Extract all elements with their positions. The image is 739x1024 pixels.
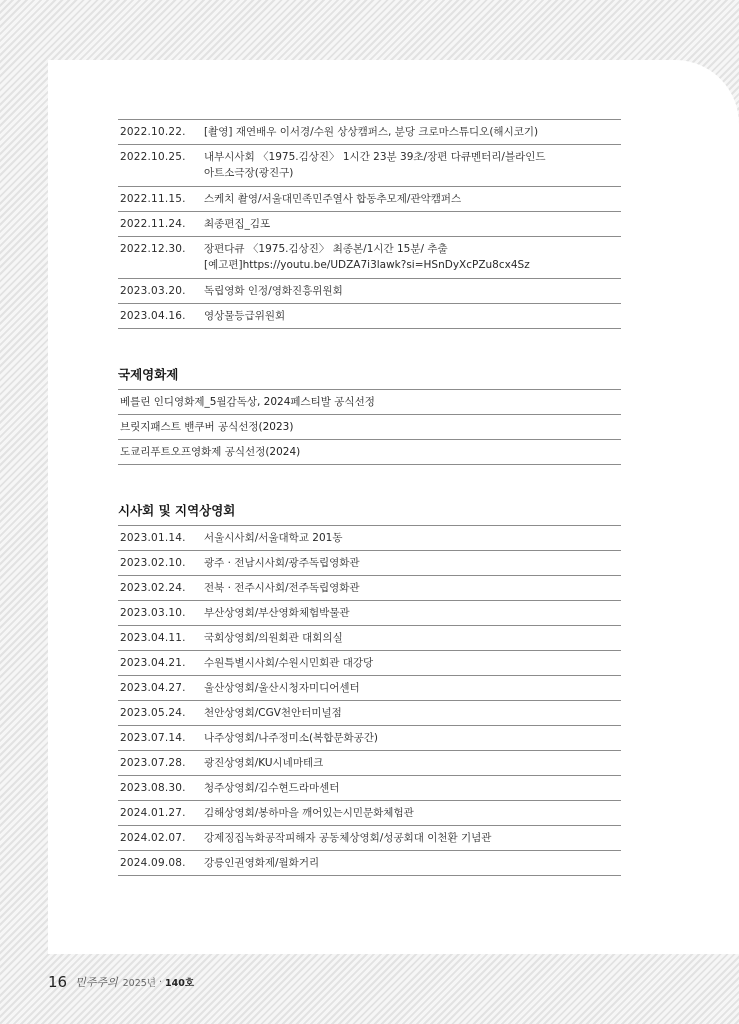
row-desc-line: 독립영화 인정/영화진흥위원회 [204, 285, 343, 297]
row-desc-line: [촬영] 재연배우 이서경/수원 상상캠퍼스, 분당 크로마스튜디오(해시코기) [204, 126, 539, 138]
row-date: 2023.07.28. [120, 757, 186, 769]
row-desc: 전북 · 전주시사회/전주독립영화관 [204, 582, 360, 594]
row-desc-line: 장편다큐 〈1975.김상진〉 최종본/1시간 15분/ 추출 [204, 243, 448, 255]
row-desc-line: 아트소극장(광진구) [204, 167, 294, 179]
table-row [118, 776, 621, 801]
row-date: 2023.05.24. [120, 707, 186, 719]
row-date: 2023.01.14. [120, 532, 186, 544]
row-desc-line: 최종편집_김포 [204, 218, 271, 230]
row-date: 2023.07.14. [120, 732, 186, 744]
table-row [118, 119, 621, 145]
section-title-screenings: 시사회 및 지역상영회 [118, 503, 236, 518]
table-row [118, 187, 621, 212]
row-date: 2022.11.24. [120, 218, 186, 230]
table-row [118, 751, 621, 776]
row-desc: 서울시사회/서울대학교 201동 [204, 532, 343, 544]
row-desc [204, 283, 621, 299]
row-desc: 청주상영회/김수현드라마센터 [204, 782, 340, 794]
row-desc: 나주상영회/나주정미소(복합문화공간) [204, 732, 379, 744]
table-row [118, 237, 621, 279]
row-desc [204, 241, 621, 274]
trailer-link[interactable]: [예고편]https://youtu.be/UDZA7i3lawk?si=HSnDyXcPZu8cx4Sz [204, 259, 530, 271]
magazine-logo: 민주주의 [75, 976, 118, 989]
row-desc: 김해상영회/봉하마을 깨어있는시민문화체험관 [204, 807, 414, 819]
row-date: 2023.03.10. [120, 607, 186, 619]
row-date: 2023.04.16. [120, 310, 186, 322]
issue-year: 2025년 [122, 978, 156, 989]
row-desc [204, 124, 621, 140]
row-date: 2024.02.07. [120, 832, 186, 844]
table-row [118, 626, 621, 651]
list-item: 도쿄리푸트오프영화제 공식선정(2024) [118, 440, 621, 465]
table-row [118, 826, 621, 851]
row-date: 2022.11.15. [120, 193, 186, 205]
section-title-festivals: 국제영화제 [118, 367, 179, 382]
row-desc: 강제징집녹화공작피해자 공동체상영회/성공회대 이천환 기념관 [204, 832, 492, 844]
screening-table [118, 525, 621, 876]
table-row [118, 676, 621, 701]
row-desc: 광진상영회/KU시네마테크 [204, 757, 324, 769]
page-number: 16 [48, 973, 68, 991]
row-desc [204, 191, 621, 207]
timeline-table [118, 119, 621, 329]
row-desc: 국회상영회/의원회관 대회의실 [204, 632, 343, 644]
row-desc [204, 149, 621, 182]
row-date: 2022.12.30. [120, 243, 186, 255]
row-desc: 천안상영회/CGV천안터미널점 [204, 707, 342, 719]
content [118, 119, 621, 876]
row-desc-line: 내부시사회 〈1975.김상진〉 1시간 23분 39초/장편 다큐멘터리/블라인드 [204, 151, 546, 163]
page-footer [48, 972, 194, 992]
table-row [118, 801, 621, 826]
row-date: 2023.04.21. [120, 657, 186, 669]
table-row [118, 145, 621, 187]
row-desc: 광주 · 전남시사회/광주독립영화관 [204, 557, 360, 569]
table-row [118, 726, 621, 751]
table-row [118, 525, 621, 551]
row-desc: 강릉인권영화제/월화거리 [204, 857, 320, 869]
row-date: 2023.08.30. [120, 782, 186, 794]
issue-number: 140호 [165, 978, 195, 989]
row-desc: 수원특별시사회/수원시민회관 대강당 [204, 657, 374, 669]
row-desc-line: 영상물등급위원회 [204, 310, 286, 322]
footer-separator: · [158, 976, 162, 988]
row-date: 2023.04.27. [120, 682, 186, 694]
list-item: 베를린 인디영화제_5월감독상, 2024페스티발 공식선정 [118, 389, 621, 415]
row-date: 2023.02.24. [120, 582, 186, 594]
table-row [118, 279, 621, 304]
table-row [118, 651, 621, 676]
row-date: 2023.02.10. [120, 557, 186, 569]
row-date: 2022.10.22. [120, 126, 186, 138]
table-row [118, 304, 621, 329]
row-desc [204, 216, 621, 232]
row-desc: 울산상영회/울산시청자미디어센터 [204, 682, 360, 694]
festival-list [118, 389, 621, 465]
row-date: 2024.09.08. [120, 857, 186, 869]
table-row [118, 701, 621, 726]
row-desc [204, 308, 621, 324]
row-date: 2022.10.25. [120, 151, 186, 163]
row-date: 2023.04.11. [120, 632, 186, 644]
row-desc-line: 스케치 촬영/서울대민족민주열사 합동추모제/관악캠퍼스 [204, 193, 462, 205]
row-date: 2023.03.20. [120, 285, 186, 297]
table-row [118, 551, 621, 576]
list-item: 브릿지패스트 밴쿠버 공식선정(2023) [118, 415, 621, 440]
table-row [118, 576, 621, 601]
table-row [118, 601, 621, 626]
row-date: 2024.01.27. [120, 807, 186, 819]
table-row [118, 851, 621, 876]
row-desc: 부산상영회/부산영화체험박물관 [204, 607, 350, 619]
table-row [118, 212, 621, 237]
